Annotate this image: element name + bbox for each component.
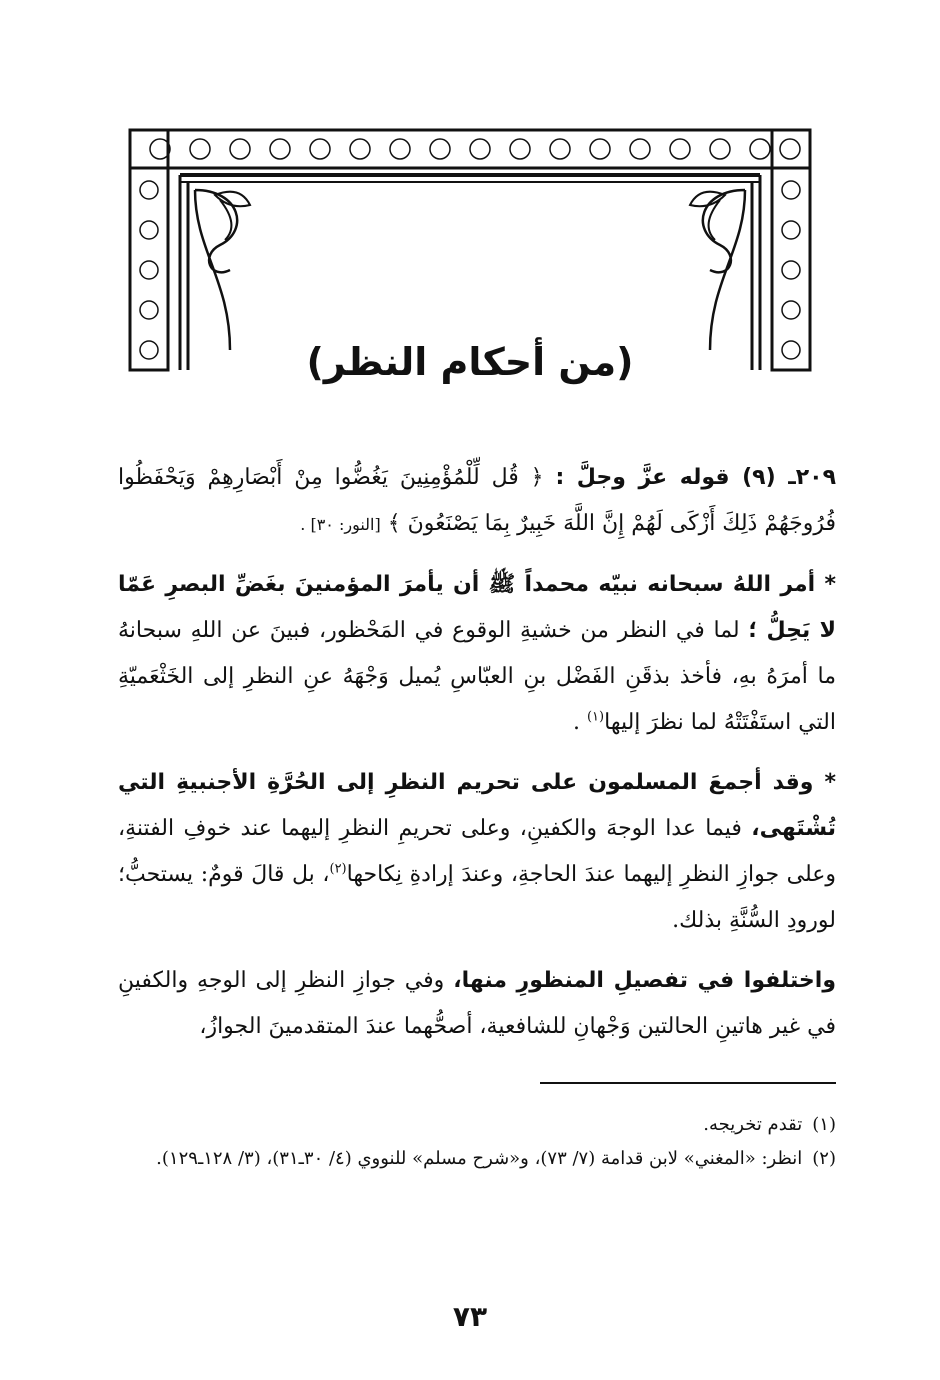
main-text [118,455,836,1064]
footnote-ref-2: (٢) [329,861,347,877]
paragraph-2-end: ، بل قالَ قومٌ: يستحبُّ؛ لورودِ السُّنَّةِ بذلك. [118,862,836,933]
paragraph-3-heading: واختلفوا في تفصيلِ المنظورِ منها، [453,968,836,993]
paragraph-2 [118,760,836,944]
paragraph-1-text: لما في النظر من خشيةِ الوقوع في المَحْظور، فبينَ عن اللهِ سبحانهُ ما أمرَهُ بهِ، فأخذ بذقَنِ الفَضْل بنِ العبّاسِ يُميل وَجْهَهُ عنِ النظرِ إلى الخَثْعَميّةِ التي استَفْتَتْهُ لما نظرَ إليها [118,618,836,735]
footnote-item [118,1108,836,1142]
page-number: ٧٣ [452,1300,488,1333]
paragraph-2-text: فيما عدا الوجهَ والكفينِ، وعلى تحريمِ النظرِ إليهما عند خوفِ الفتنةِ، وعلى جوازِ النظرِ إليهما عندَ الحاجةِ، وعندَ إرادةِ نِكاحها [118,816,836,887]
paragraph-2-heading: * وقد أجمعَ المسلمون على تحريم النظرِ إلى الحُرَّةِ الأجنبيةِ التي تُشْتَهى، [118,770,837,841]
verse-paragraph [118,455,836,548]
quran-verse: ﴿ قُل لِّلْمُؤْمِنِينَ يَغُضُّوا مِنْ أَبْصَارِهِمْ وَيَحْفَظُوا فُرُوجَهُمْ ذَلِكَ أَزْكَى لَهُمْ إِنَّ اللَّهَ خَبِيرٌ بِمَا يَصْنَعُونَ ﴾ [118,465,836,536]
paragraph-1-heading: * أمر اللهُ سبحانه نبيّه محمداً ﷺ أن يأمرَ المؤمنينَ بغَضِّ البصرِ عَمّا لا يَحِلُّ ؛ [118,572,836,643]
footnote-number: (٢) [812,1148,836,1169]
footnote-text: تقدم تخريجه. [703,1114,803,1135]
verse-reference: [النور: ٣٠] . [300,515,381,534]
footnote-item [118,1142,836,1176]
footnote-divider [540,1082,836,1084]
footnotes [118,1108,836,1176]
paragraph-3 [118,958,836,1050]
paragraph-3-text: وفي جوازِ النظرِ إلى الوجهِ والكفينِ في غير هاتينِ الحالتين وَجْهانِ للشافعية، أصحُّهما عندَ المتقدمينَ الجوازُ، [118,968,836,1039]
paragraph-1-end: . [572,710,587,735]
verse-label: ٢٠٩ـ (٩) قوله عزَّ وجلَّ : [555,465,837,490]
chapter-title: (من أحكام النظر) [306,340,634,384]
footnote-text: انظر: «المغني» لابن قدامة (٧/ ٧٣)، و«شرح مسلم» للنووي (٤/ ٣٠ـ٣١)، (٣/ ١٢٨ـ١٢٩). [156,1148,803,1169]
paragraph-1 [118,562,836,746]
footnote-ref-1: (١) [586,709,605,725]
footnote-number: (١) [812,1114,836,1135]
